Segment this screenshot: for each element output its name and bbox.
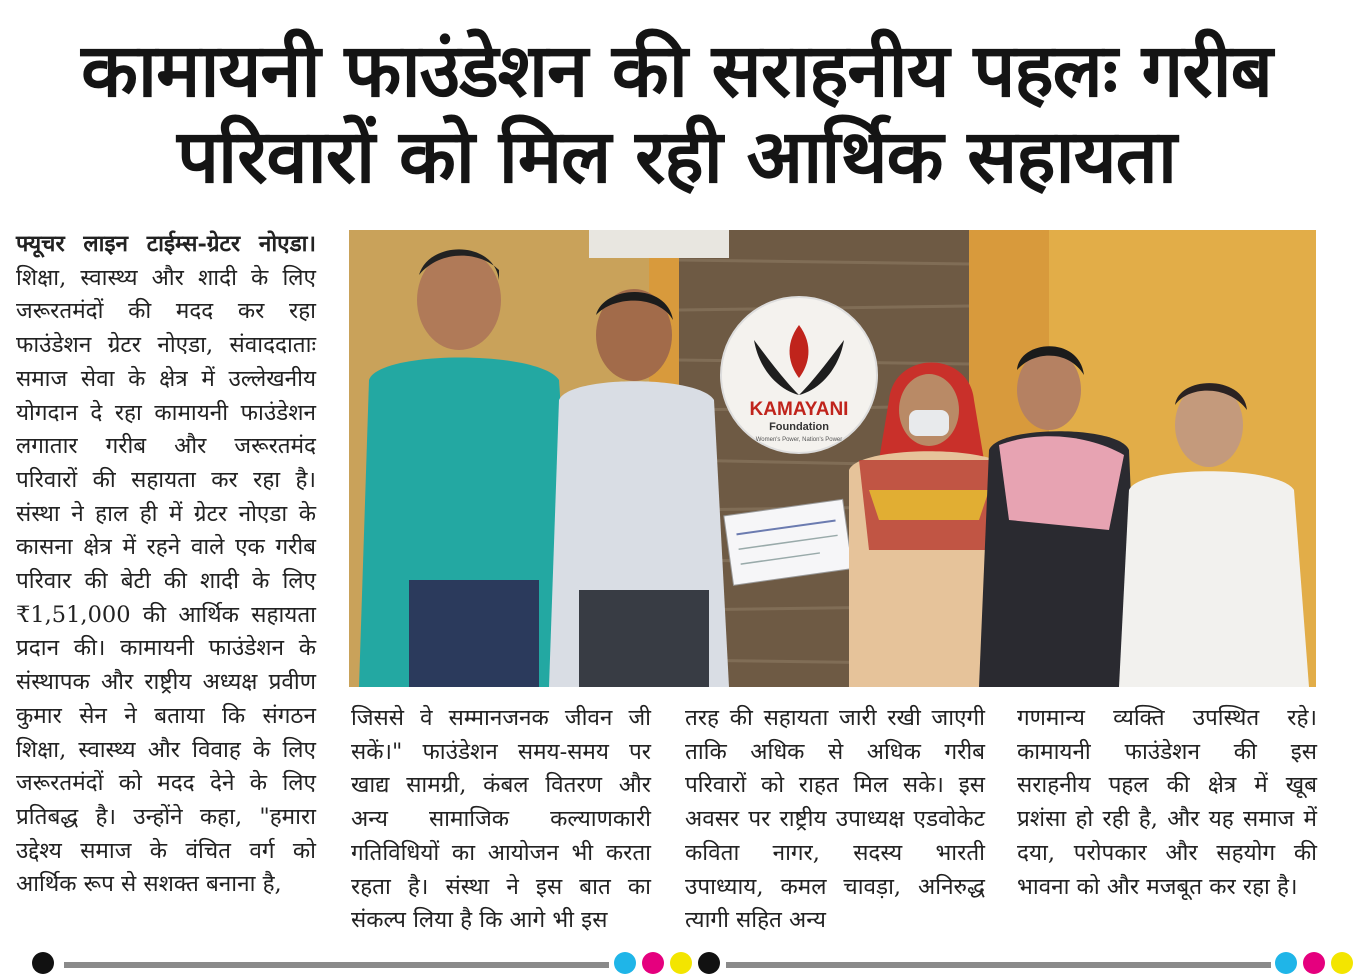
news-photo <box>349 230 1316 687</box>
registration-dot-magenta-2 <box>1303 952 1325 974</box>
article-column-3 <box>685 702 985 938</box>
registration-bar-2 <box>726 962 1271 968</box>
article-column-4 <box>1017 702 1317 904</box>
logo-name: KAMAYANI <box>749 399 849 420</box>
headline <box>14 28 1339 200</box>
dateline: फ्यूचर लाइन टाईम्स-ग्रेटर नोएडा। <box>16 231 316 257</box>
headline-line-1: कामायनी फाउंडेशन की सराहनीय पहलः गरीब <box>81 28 1272 114</box>
logo-tagline: Women's Power, Nation's Power <box>755 437 843 443</box>
registration-dot-cyan <box>614 952 636 974</box>
registration-dot-black <box>32 952 54 974</box>
headline-line-2: परिवारों को मिल रही आर्थिक सहायता <box>177 114 1176 200</box>
registration-dot-black-2 <box>698 952 720 974</box>
registration-dot-yellow-2 <box>1331 952 1353 974</box>
article-column-1 <box>16 228 316 902</box>
article-text-4: गणमान्य व्यक्ति उपस्थित रहे। कामायनी फाउंडेशन की इस सराहनीय पहल की क्षेत्र में खूब प्रशंसा हो रही है, और यह समाज में दया, परोपकार और सहयोग की भावना को और मजबूत कर रहा है। <box>1017 705 1317 900</box>
registration-dot-cyan-2 <box>1275 952 1297 974</box>
article-text-3: तरह की सहायता जारी रखी जाएगी ताकि अधिक से अधिक गरीब परिवारों को राहत मिल सके। इस अवसर पर राष्ट्रीय उपाध्यक्ष एडवोकेट कविता नागर, सदस्य भारती उपाध्याय, कमल चावड़ा, अनिरुद्ध त्यागी सहित अन्य <box>685 705 985 934</box>
registration-dot-yellow <box>670 952 692 974</box>
registration-bar <box>64 962 609 968</box>
article-column-2 <box>351 702 651 938</box>
kamayani-logo <box>721 297 877 453</box>
logo-sub: Foundation <box>769 421 829 433</box>
print-registration-marks <box>0 952 1353 970</box>
article-text-1: शिक्षा, स्वास्थ्य और शादी के लिए जरूरतमंदों की मदद कर रहा फाउंडेशन ग्रेटर नोएडा, संवाददाताः समाज सेवा के क्षेत्र में उल्लेखनीय योगदान दे रहा कामायनी फाउंडेशन लगातार गरीब और जरूरतमंद परिवारों की सहायता कर रहा है। संस्था ने हाल ही में ग्रेटर नोएडा के कासना क्षेत्र में रहने वाले एक गरीब परिवार की बेटी की शादी के लिए ₹1,51,000 की आर्थिक सहायता प्रदान की। कामायनी फाउंडेशन के संस्थापक और राष्ट्रीय अध्यक्ष प्रवीण कुमार सेन ने बताया कि संगठन शिक्षा, स्वास्थ्य और विवाह के लिए जरूरतमंदों को मदद देने के लिए प्रतिबद्ध है। उन्होंने कहा, "हमारा उद्देश्य समाज के वंचित वर्ग को आर्थिक रूप से सशक्त बनाना है, <box>16 264 316 898</box>
registration-dot-magenta <box>642 952 664 974</box>
article-text-2: जिससे वे सम्मानजनक जीवन जी सकें।" फाउंडेशन समय-समय पर खाद्य सामग्री, कंबल वितरण और अन्य सामाजिक कल्याणकारी गतिविधियों का आयोजन भी करता रहता है। संस्था ने इस बात का संकल्प लिया है कि आगे भी इस <box>351 705 651 934</box>
